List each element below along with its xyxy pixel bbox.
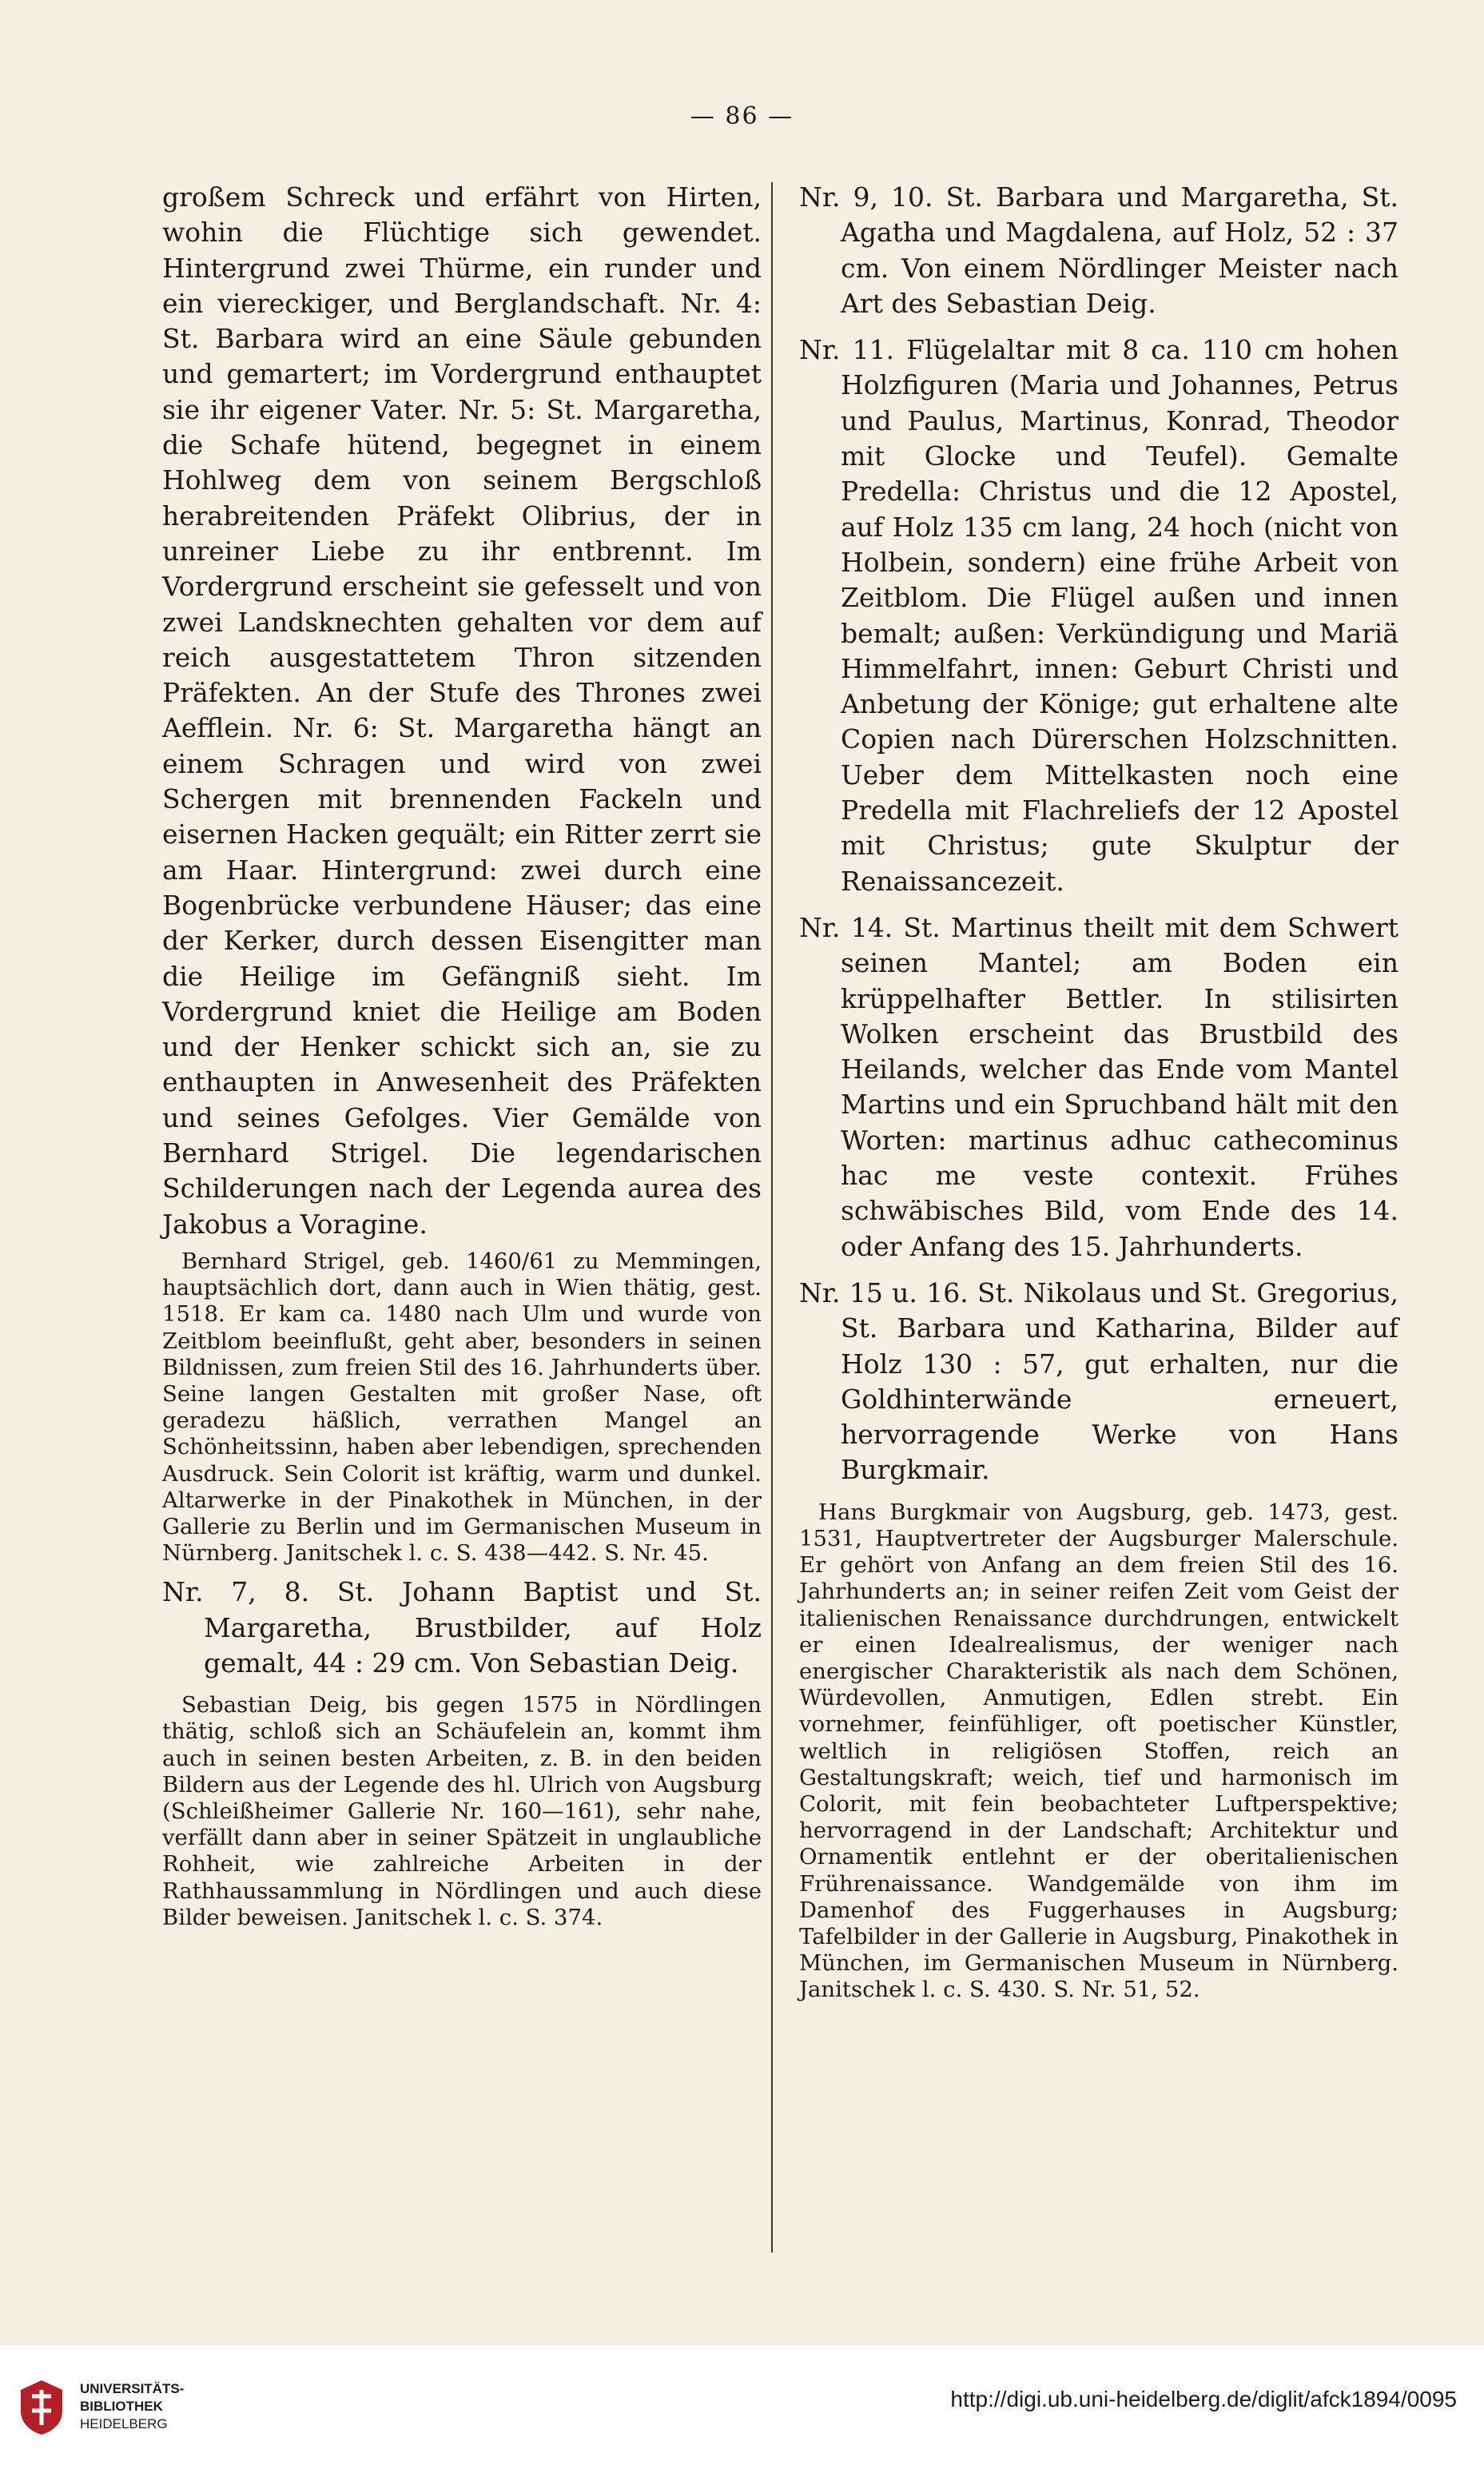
library-name bbox=[80, 2380, 184, 2433]
note-deig: Sebastian Deig, bis gegen 1575 in Nördlingen thätig, schloß sich an Schäufelein an, kommt ihm auch in seinen besten Arbeiten, z. B. in den beiden Bildern aus der Legende des hl. Ulrich von Augsburg (Schleißheimer Gallerie Nr. 160—161), sehr nahe, verfällt dann aber in seiner Spätzeit in unglaubliche Rohheit, wie zahlreiche Arbeiten in der Rathhaussammlung in Nördlingen und auch diese Bilder beweisen. Janitschek l. c. S. 374. bbox=[162, 1692, 762, 1930]
left-column bbox=[162, 180, 762, 1939]
page-number: — 86 — bbox=[690, 102, 794, 130]
right-column bbox=[799, 180, 1398, 2012]
entry-nr-14: Nr. 14. St. Martinus theilt mit dem Schwert seinen Mantel; am Boden ein krüppelhafter Bettler. In stilisirten Wolken erscheint das Brustbild des Heilands, welcher das Ende vom Mantel Martins und ein Spruchband hält mit den Worten: martinus adhuc cathecominus hac me veste contexit. Frühes schwäbisches Bild, vom Ende des 14. oder Anfang des 15. Jahrhunderts. bbox=[799, 911, 1398, 1262]
entry-nr-11: Nr. 11. Flügelaltar mit 8 ca. 110 cm hohen Holzfiguren (Maria und Johannes, Petrus und Paulus, Martinus, Konrad, Theodor mit Glocke und Teufel). Gemalte Predella: Christus und die 12 Apostel, auf Holz 135 cm lang, 24 hoch (nicht von Holbein, sondern) eine frühe Arbeit von Zeitblom. Die Flügel außen und innen bemalt; außen: Verkündigung und Mariä Himmelfahrt, innen: Geburt Christi und Anbetung der Könige; gut erhaltene alte Copien nach Dürerschen Holzschnitten. Ueber dem Mittelkasten noch eine Predella mit Flachreliefs der 12 Apostel mit Christus; gute Skulptur der Renaissancezeit. bbox=[799, 334, 1398, 897]
library-line-1: UNIVERSITÄTS- bbox=[80, 2381, 185, 2396]
paragraph-body-nr4-6: großem Schreck und erfährt von Hirten, wohin die Flüchtige sich gewendet. Hintergrund zwei Thürme, ein runder und ein viereckiger, und Berglandschaft. Nr. 4: St. Barbara wird an eine Säule gebunden und gemartert; im Vordergrund enthauptet sie ihr eigener Vater. Nr. 5: St. Margaretha, die Schafe hütend, begegnet in einem Hohlweg dem von seinem Bergschloß herabreitenden Präfekt Olibrius, der in unreiner Liebe zu ihr entbrennt. Im Vordergrund erscheint sie gefesselt und von zwei Landsknechten gehalten vor dem auf reich ausgestattetem Thron sitzenden Präfekten. An der Stufe des Thrones zwei Aefflein. Nr. 6: St. Margaretha hängt an einem Schragen und wird von zwei Schergen mit brennenden Fackeln und eisernen Hacken gequält; ein Ritter zerrt sie am Haar. Hintergrund: zwei durch eine Bogenbrücke verbundene Häuser; das eine der Kerker, durch dessen Eisengitter man die Heilige im Gefängniß sieht. Im Vordergrund kniet die Heilige am Boden und der Henker schickt sich an, sie zu enthaupten in Anwesenheit des Präfekten und seines Gefolges. Vier Gemälde von Bernhard Strigel. Die legendarischen Schilderungen nach der Legenda aurea des Jakobus a Voragine. bbox=[162, 181, 762, 1240]
column-divider bbox=[771, 182, 773, 2252]
university-seal-icon bbox=[18, 2379, 66, 2436]
source-url-link[interactable]: http://digi.ub.uni-heidelberg.de/diglit/afck1894/0095 bbox=[950, 2387, 1457, 2411]
library-line-3: HEIDELBERG bbox=[80, 2416, 168, 2431]
entry-nr-9-10: Nr. 9, 10. St. Barbara und Margaretha, St. Agatha und Magdalena, auf Holz, 52 : 37 cm. Von einem Nördlinger Meister nach Art des Sebastian Deig. bbox=[799, 181, 1398, 319]
digitization-footer bbox=[0, 2345, 1484, 2465]
note-strigel: Bernhard Strigel, geb. 1460/61 zu Memmingen, hauptsächlich dort, dann auch in Wien thätig, gest. 1518. Er kam ca. 1480 nach Ulm und wurde von Zeitblom beeinflußt, geht aber, besonders in seinen Bildnissen, zum freien Stil des 16. Jahrhunderts über. Seine langen Gestalten mit großer Nase, oft geradezu häßlich, verrathen Mangel an Schönheitssinn, haben aber lebendigen, sprechenden Ausdruck. Sein Colorit ist kräftig, warm und dunkel. Altarwerke in der Pinakothek in München, in der Gallerie zu Berlin und im Germanischen Museum in Nürnberg. Janitschek l. c. S. 438—442. S. Nr. 45. bbox=[162, 1248, 762, 1567]
entry-nr-15-16: Nr. 15 u. 16. St. Nikolaus und St. Gregorius, St. Barbara und Katharina, Bilder auf Holz 130 : 57, gut erhalten, nur die Goldhinterwände erneuert, hervorragende Werke von Hans Burgkmair. bbox=[799, 1276, 1398, 1486]
library-line-2: BIBLIOTHEK bbox=[80, 2399, 163, 2414]
entry-nr-7-8: Nr. 7, 8. St. Johann Baptist und St. Margaretha, Brustbilder, auf Holz gemalt, 44 : 29 cm. Von Sebastian Deig. bbox=[162, 1576, 762, 1679]
note-burgkmair: Hans Burgkmair von Augsburg, geb. 1473, gest. 1531, Hauptvertreter der Augsburger Malerschule. Er gehört von Anfang an dem freien Stil des 16. Jahrhunderts an; in seiner reifen Zeit vom Geist der italienischen Renaissance durchdrungen, entwickelt er einen Idealrealismus, der weniger nach energischer Charakteristik als nach dem Schönen, Würdevollen, Anmutigen, Edlen strebt. Ein vornehmer, feinfühliger, oft poetischer Künstler, weltlich in religiösen Stoffen, reich an Gestaltungskraft; weich, tief und harmonisch im Colorit, mit fein beobachteter Luftperspektive; hervorragend in der Landschaft; Architektur und Ornamentik entlehnt er der oberitalienischen Frührenaissance. Wandgemälde von ihm im Damenhof des Fuggerhauses in Augsburg; Tafelbilder in der Gallerie in Augsburg, Pinakothek in München, im Germanischen Museum in Nürnberg. Janitschek l. c. S. 430. S. Nr. 51, 52. bbox=[799, 1499, 1398, 2003]
